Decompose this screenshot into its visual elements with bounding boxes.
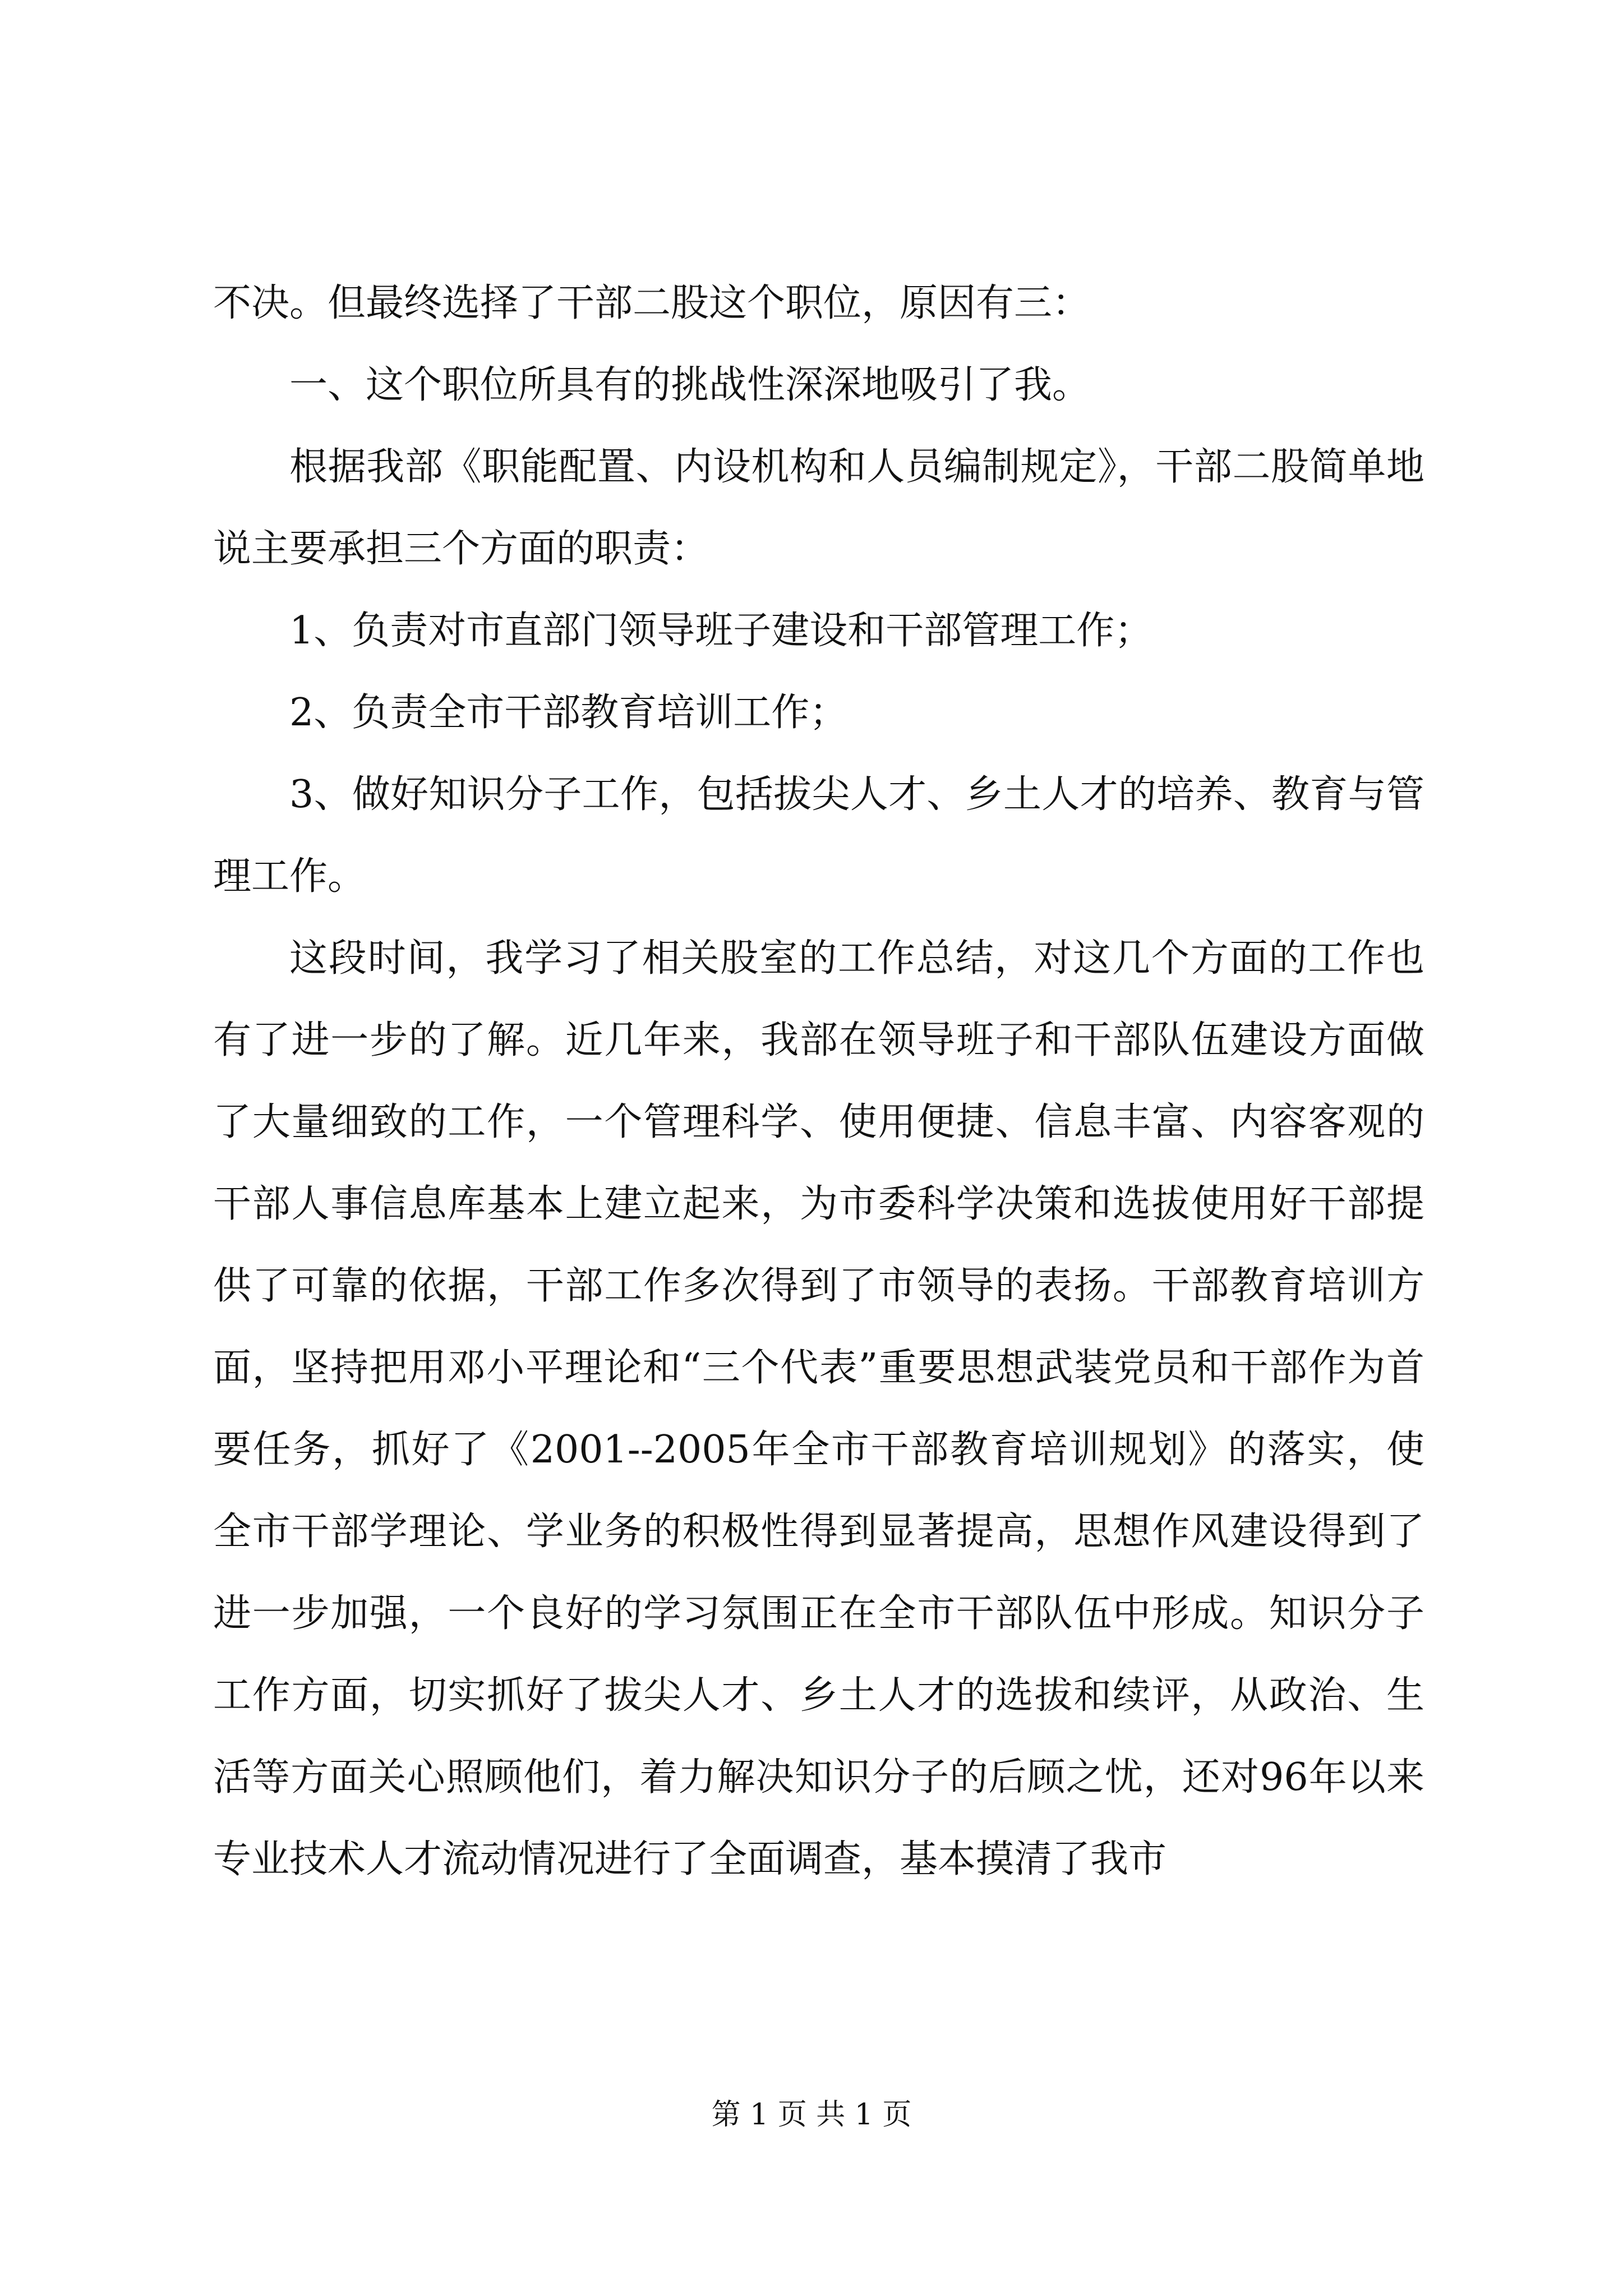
paragraph-continuation: 不决。但最终选择了干部二股这个职位，原因有三：: [213, 281, 1091, 325]
paragraph-reason-one: 一、这个职位所具有的挑战性深深地吸引了我。: [289, 363, 1091, 407]
document-body: [213, 263, 1424, 1901]
paragraph-work-review: 这段时间，我学习了相关股室的工作总结，对这几个方面的工作也有了进一步的了解。近几年来，我部在领导班子和干部队伍建设方面做了大量细致的工作，一个管理科学、使用便捷、信息丰富、内容客观的干部人事信息库基本上建立起来，为市委科学决策和选拔使用好干部提供了可靠的依据，干部工作多次得到了市领导的表扬。干部教育培训方面，坚持把用邓小平理论和“三个代表”重要思想武装党员和干部作为首要任务，抓好了《2001--2005年全市干部教育培训规划》的落实，使全市干部学理论、学业务的积极性得到显著提高，思想作风建设得到了进一步加强，一个良好的学习氛围正在全市干部队伍中形成。知识分子工作方面，切实抓好了拔尖人才、乡土人才的选拔和续评，从政治、生活等方面关心照顾他们，着力解决知识分子的后顾之忧，还对96年以来专业技术人才流动情况进行了全面调查，基本摸清了我市: [213, 936, 1424, 1881]
page-footer: 第 1 页 共 1 页: [711, 2098, 912, 2132]
paragraph-duty-3: 3、做好知识分子工作，包括拔尖人才、乡土人才的培养、教育与管理工作。: [213, 772, 1424, 899]
paragraph-duty-1: 1、负责对市直部门领导班子建设和干部管理工作；: [289, 609, 1153, 653]
paragraph-duty-2: 2、负责全市干部教育培训工作；: [289, 691, 848, 735]
paragraph-duties-intro: 根据我部《职能配置、内设机构和人员编制规定》，干部二股简单地说主要承担三个方面的职责：: [213, 445, 1424, 571]
